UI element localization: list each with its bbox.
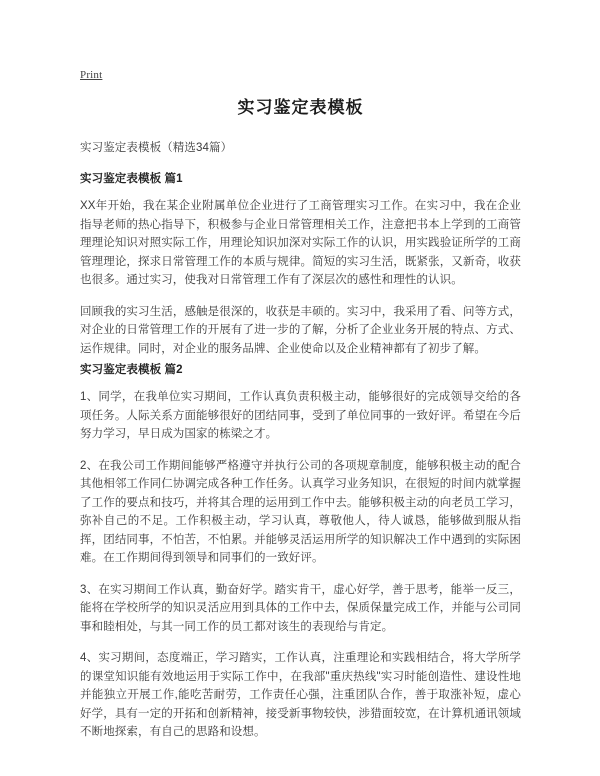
section-1	[80, 171, 521, 358]
page-title: 实习鉴定表模板	[237, 98, 364, 117]
section-2-paragraph-1: 1、同学，在我单位实习期间，工作认真负责积极主动，能够很好的完成领导交给的各项任务。人际关系方面能够很好的团结同事，受到了单位同事的一致好评。希望在今后努力学习，早日成为国家的栋梁之才。	[80, 391, 521, 440]
print-link[interactable]: Print	[80, 69, 103, 81]
section-2	[80, 362, 521, 742]
section-2-paragraph-2: 2、在我公司工作期间能够严格遵守并执行公司的各项规章制度，能够积极主动的配合其他相邻工作同仁协调完成各种工作任务。认真学习业务知识，在很短的时间内就掌握了工作的要点和技巧，并将其合理的运用到工作中去。能够积极主动的向老员工学习，弥补自己的不足。工作积极主动，学习认真，尊敬他人，待人诚恳，能够做到服从指挥，团结同事，不怕苦，不怕累。并能够灵活运用所学的知识解决工作中遇到的实际困难。在工作期间得到领导和同事们的一致好评。	[80, 459, 521, 564]
section-1-paragraph-2: 回顾我的实习生活，感触是很深的，收获是丰硕的。实习中，我采用了看、问等方式，对企业的日常管理工作的开展有了进一步的了解，分析了企业业务开展的特点、方式、运作规律。同时，对企业的服务品牌、企业使命以及企业精神都有了初步了解。	[80, 305, 521, 355]
document-subtitle: 实习鉴定表模板（精选34篇）	[80, 142, 233, 154]
section-2-paragraph-4: 4、实习期间，态度端正，学习踏实，工作认真，注重理论和实践相结合，将大学所学的课堂知识能有效地运用于实际工作中，在我部"重庆热线"实习时能创造性、建设性地并能独立开展工作,能吃苦耐劳，工作责任心强，注重团队合作，善于取涨补短，虚心好学，具有一定的开拓和创新精神，接受新事物较快，涉猎面较宽，在计算机通讯领域不断地探索，有自己的思路和设想。	[80, 652, 521, 738]
section-1-heading: 实习鉴定表模板 篇1	[80, 173, 183, 185]
section-1-paragraph-1: XX年开始，我在某企业附属单位企业进行了工商管理实习工作。在实习中，我在企业指导老师的热心指导下，积极参与企业日常管理相关工作，注意把书本上学到的工商管理理论知识对照实际工作，用理论知识加深对实际工作的认识，用实践验证所学的工商管理理论，探求日常管理工作的本质与规律。简短的实习生活，既紧张，又新奇，收获也很多。通过实习，使我对日常管理工作有了深层次的感性和理性的认识。	[80, 200, 521, 286]
document-content	[80, 96, 521, 742]
section-2-heading: 实习鉴定表模板 篇2	[80, 364, 183, 376]
section-2-paragraph-3: 3、在实习期间工作认真，勤奋好学。踏实肯干，虚心好学，善于思考，能举一反三，能将在学校所学的知识灵活应用到具体的工作中去，保质保量完成工作，并能与公司同事和睦相处，与其一同工作的员工都对该生的表现给与肯定。	[80, 583, 521, 633]
